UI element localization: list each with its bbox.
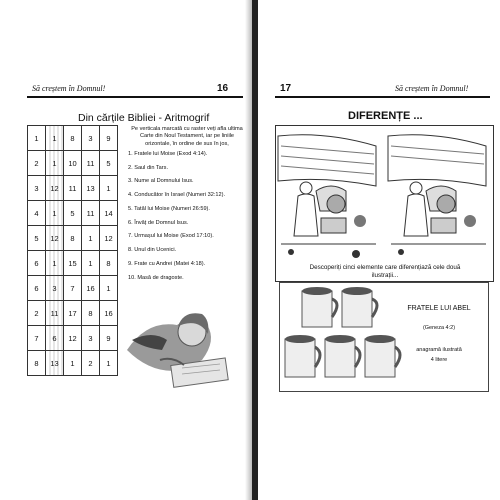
mug-icon: [342, 287, 377, 327]
grid-cell: 13: [82, 176, 100, 201]
grid-cell: 15: [64, 251, 82, 276]
grid-cell: 8: [64, 126, 82, 151]
grid-cell: 11: [64, 176, 82, 201]
clue-item: 4. Conducător în Israel (Numeri 32:12).: [128, 192, 226, 199]
mug-icon: [365, 335, 400, 377]
page-title: Din cărțile Bibliei - Aritmogrif: [78, 112, 210, 124]
clue-item: 5. Tatăl lui Moise (Numeri 26:59).: [128, 205, 210, 212]
mug-icon: [302, 287, 337, 327]
grid-cell: 3: [82, 126, 100, 151]
grid-cell: 1: [28, 126, 46, 151]
scene-right: [388, 135, 486, 255]
grid-cell: 2: [82, 351, 100, 376]
grid-cell: 17: [64, 301, 82, 326]
mug-icon: [285, 335, 320, 377]
grid-cell: 1: [46, 151, 64, 176]
grid-cell: 7: [28, 326, 46, 351]
grid-cell: 8: [82, 301, 100, 326]
grid-cell: 12: [64, 326, 82, 351]
grid-cell: 8: [100, 251, 118, 276]
clue-item: 2. Saul din Tars.: [128, 164, 169, 171]
grid-cell: 1: [46, 201, 64, 226]
grid-cell: 11: [82, 201, 100, 226]
grid-cell: 5: [28, 226, 46, 251]
page-number: 17: [280, 83, 292, 94]
clue-intro: Pe verticala marcată cu raster veți afla ultima Carte din Noul Testament, iar pe liniile orizontale, în ordine de sus în jos,: [131, 126, 243, 147]
clue-item: 7. Urmașul lui Moise (Exod 17:10).: [128, 233, 214, 240]
mugs-illustration: [280, 283, 410, 391]
grid-cell: 16: [82, 276, 100, 301]
running-header: Să creștem în Domnul!: [32, 84, 106, 93]
grid-cell: 13: [46, 351, 64, 376]
differences-caption: Descoperiți cinci elemente care diferențiază cele două ilustrații...: [309, 264, 461, 279]
clue-item: 9. Frate cu Andrei (Matei 4:18).: [128, 260, 206, 267]
noah-ark-scenes: [276, 126, 493, 281]
grid-cell: 5: [100, 151, 118, 176]
anagram-label: anagramă ilustrată: [416, 347, 462, 353]
grid-cell: 8: [28, 351, 46, 376]
grid-cell: 9: [100, 326, 118, 351]
clue-item: 6. Învăț de Domnul Isus.: [128, 219, 189, 226]
page-number: 16: [217, 83, 229, 94]
bible-reference: (Geneza 4:2): [422, 325, 456, 331]
grid-cell: 1: [46, 126, 64, 151]
clue-item: 10. Masă de dragoste.: [128, 274, 184, 281]
puzzle-title: FRATELE LUI ABEL: [407, 305, 471, 312]
grid-cell: 8: [64, 226, 82, 251]
grid-cell: 2: [28, 301, 46, 326]
grid-cell: 1: [64, 351, 82, 376]
grid-cell: 10: [64, 151, 82, 176]
page-title: DIFERENȚE ...: [348, 110, 423, 122]
grid-cell: 12: [46, 226, 64, 251]
grid-cell: 12: [100, 226, 118, 251]
grid-cell: 5: [64, 201, 82, 226]
grid-cell: 6: [28, 251, 46, 276]
grid-cell: 1: [100, 176, 118, 201]
clue-item: 1. Fratele lui Moise (Exod 4:14).: [128, 150, 208, 157]
mug-icon: [325, 335, 360, 377]
grid-cell: 6: [28, 276, 46, 301]
grid-cell: 14: [100, 201, 118, 226]
grid-cell: 3: [82, 326, 100, 351]
running-header: Să creștem în Domnul!: [395, 84, 469, 93]
grid-cell: 1: [100, 351, 118, 376]
grid-cell: 11: [82, 151, 100, 176]
mug-anagram-puzzle: [279, 282, 489, 392]
grid-cell: 16: [100, 301, 118, 326]
grid-cell: 4: [28, 201, 46, 226]
letter-count: 4 litere: [430, 357, 448, 363]
grid-cell: 12: [46, 176, 64, 201]
scene-left: [278, 135, 376, 258]
differences-illustrations: [275, 125, 494, 282]
clue-item: 3. Nume al Domnului Isus.: [128, 178, 194, 185]
grid-cell: 2: [28, 151, 46, 176]
header-rule: [275, 96, 490, 98]
grid-cell: 11: [46, 301, 64, 326]
grid-cell: 1: [82, 226, 100, 251]
grid-cell: 9: [100, 126, 118, 151]
grid-cell: 7: [64, 276, 82, 301]
grid-cell: 1: [46, 251, 64, 276]
grid-cell: 3: [28, 176, 46, 201]
grid-cell: 1: [82, 251, 100, 276]
clue-item: 8. Unul din Ucenici.: [128, 247, 177, 254]
grid-cell: 3: [46, 276, 64, 301]
grid-cell: 1: [100, 276, 118, 301]
grid-cell: 6: [46, 326, 64, 351]
